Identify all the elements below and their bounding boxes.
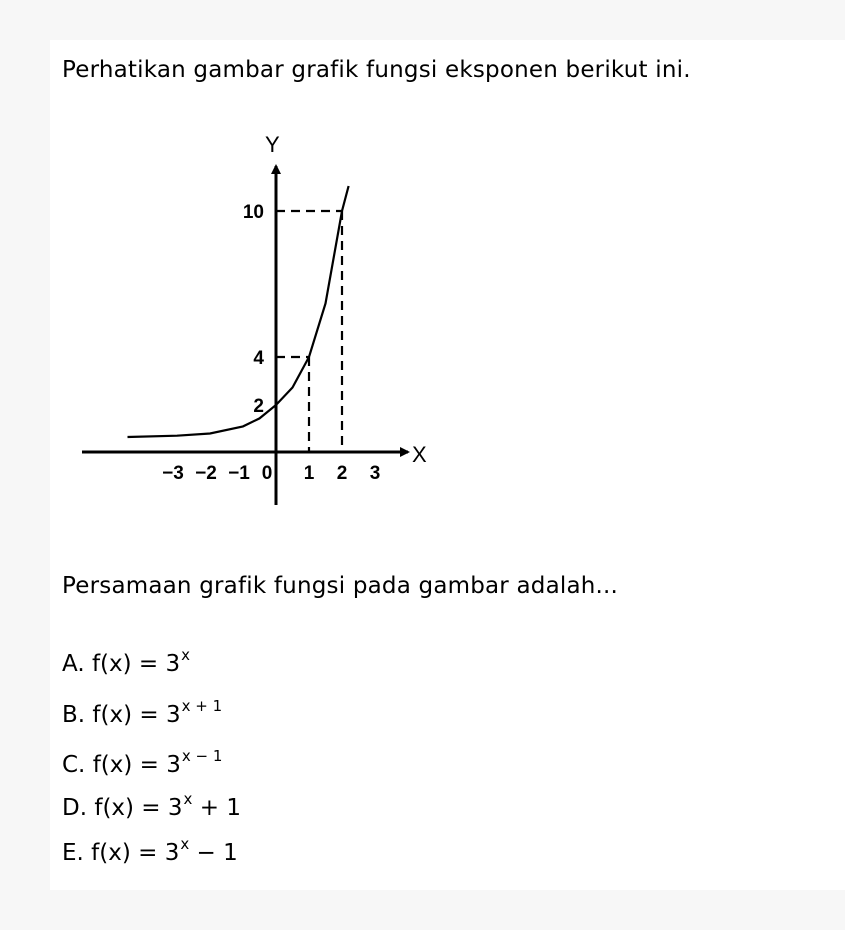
x-tick-label: 2 — [336, 463, 348, 484]
tick-labels — [162, 202, 380, 484]
x-tick-label: −3 — [162, 463, 184, 484]
option-c[interactable] — [62, 747, 223, 778]
option-exponent: x — [183, 790, 193, 808]
option-formula: f(x) = 3 — [92, 702, 181, 728]
x-tick-label: 1 — [303, 463, 315, 484]
option-formula: f(x) = 3 — [91, 651, 181, 677]
option-exponent: x — [180, 835, 190, 853]
option-letter: B. — [62, 702, 86, 728]
option-tail: + 1 — [192, 795, 241, 821]
option-tail: − 1 — [189, 840, 238, 866]
y-tick-label: 4 — [253, 348, 264, 369]
x-tick-label: −1 — [228, 463, 250, 484]
x-tick-label: 3 — [369, 463, 381, 484]
option-letter: D. — [62, 795, 88, 821]
intro-text: Perhatikan gambar grafik fungsi eksponen berikut ini. — [62, 57, 691, 83]
option-formula: f(x) = 3 — [92, 752, 181, 778]
question-text: Persamaan grafik fungsi pada gambar adalah... — [62, 573, 619, 599]
y-axis-label: Y — [265, 132, 280, 157]
option-e[interactable] — [62, 835, 238, 866]
graph-svg — [70, 120, 450, 520]
option-exponent: x − 1 — [181, 747, 223, 765]
option-b[interactable] — [62, 697, 223, 728]
option-exponent: x + 1 — [181, 697, 223, 715]
option-d[interactable] — [62, 790, 241, 821]
function-curve — [128, 186, 349, 437]
option-formula: f(x) = 3 — [91, 840, 180, 866]
option-letter: C. — [62, 752, 86, 778]
option-exponent: x — [181, 646, 191, 664]
function-graph — [70, 120, 450, 520]
y-tick-label: 2 — [253, 396, 264, 417]
option-letter: E. — [62, 840, 84, 866]
option-letter: A. — [62, 651, 85, 677]
option-a[interactable] — [62, 646, 191, 677]
x-axis-label: X — [412, 442, 427, 467]
guide-lines — [276, 211, 342, 452]
x-tick-label: −2 — [195, 463, 217, 484]
y-tick-label: 10 — [242, 202, 264, 223]
x-tick-label: 0 — [261, 463, 273, 484]
option-formula: f(x) = 3 — [94, 795, 183, 821]
